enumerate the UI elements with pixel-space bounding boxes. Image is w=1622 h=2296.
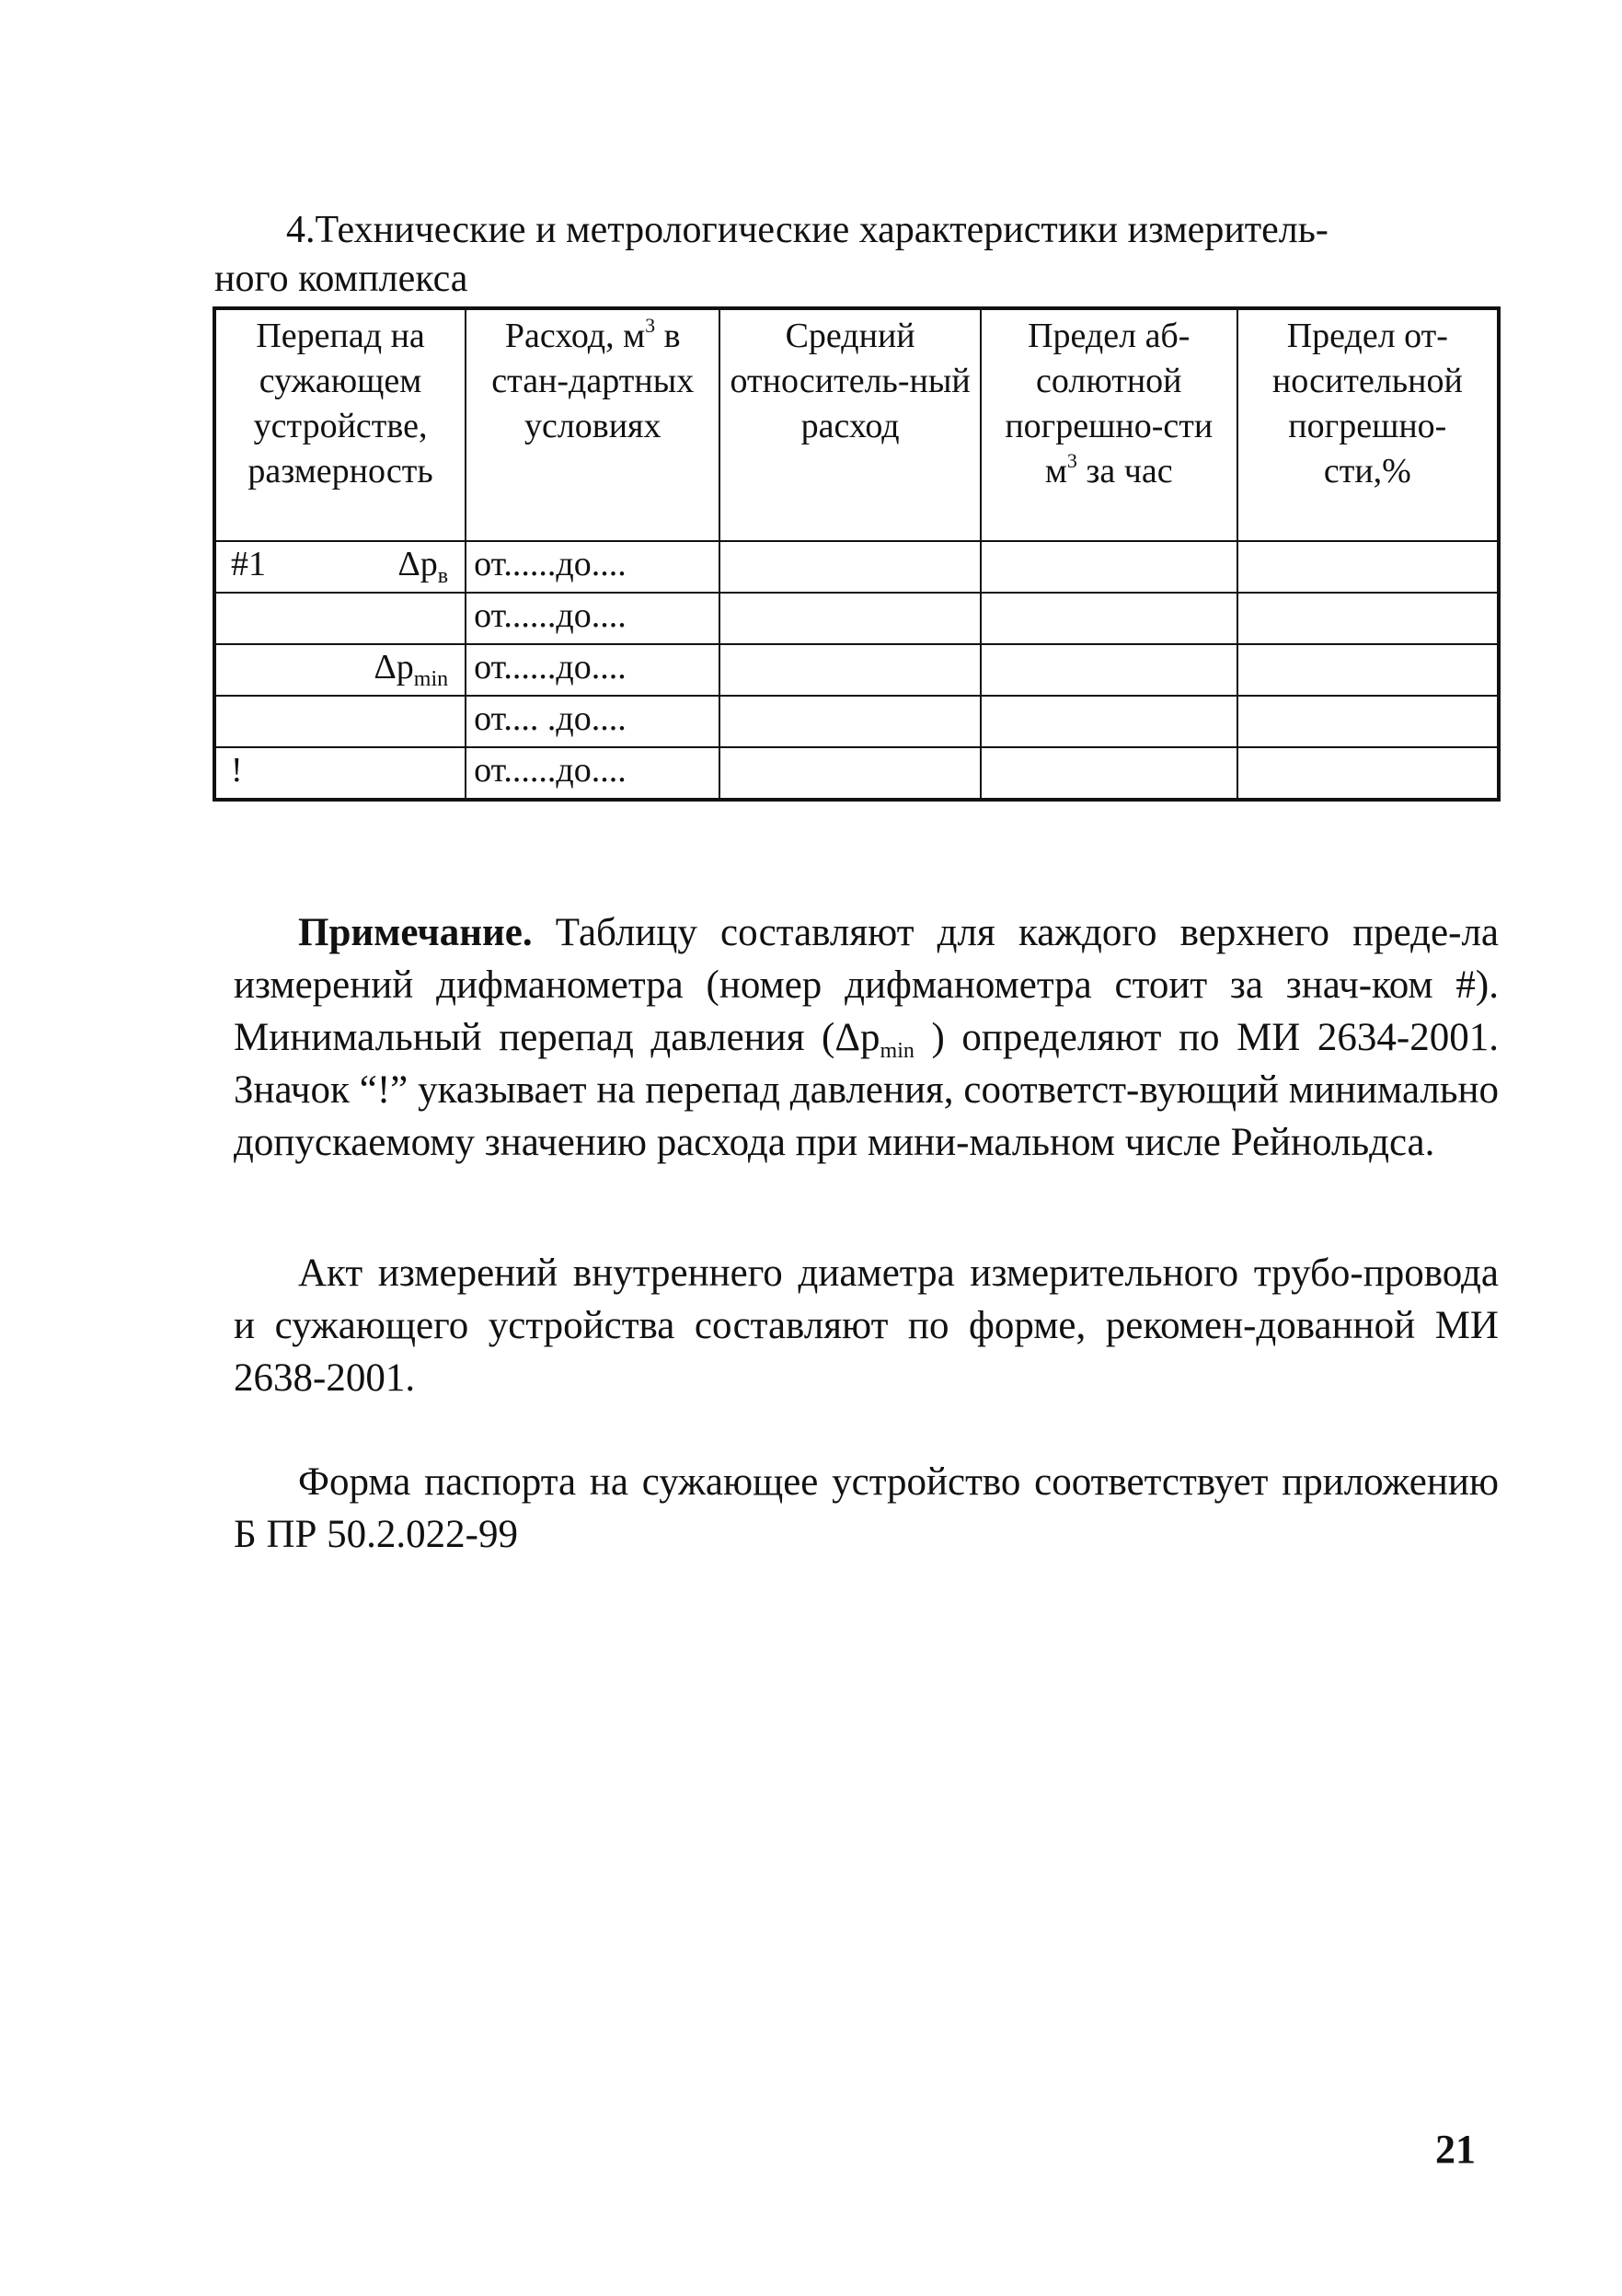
pressure-drop-cell <box>214 541 466 593</box>
section-heading <box>214 204 1498 256</box>
section-heading-line2: ного комплекса <box>214 258 468 300</box>
empty-cell <box>981 593 1237 644</box>
header-flow-rate <box>466 308 719 541</box>
row-marker: #1 <box>231 545 266 583</box>
note-paragraph <box>234 906 1499 1169</box>
empty-cell <box>1237 541 1499 593</box>
pressure-drop-cell <box>214 696 466 747</box>
flow-range-cell: от......до.... <box>466 644 719 696</box>
header-pressure-drop: Перепад на сужающем устройстве, размерность <box>214 308 466 541</box>
dp-subscript: min <box>413 667 449 691</box>
header-absolute-error-per-hour: за час <box>1086 452 1173 490</box>
section-heading-line1: 4.Технические и метрологические характеристики измеритель- <box>286 209 1329 251</box>
note-subscript: min <box>880 1039 915 1063</box>
characteristics-table <box>213 306 1501 802</box>
row-marker: ! <box>231 751 243 790</box>
table-header-row <box>214 308 1499 541</box>
empty-cell <box>719 644 981 696</box>
empty-cell <box>719 593 981 644</box>
header-flow-rate-sup: 3 <box>645 314 656 337</box>
empty-cell <box>719 541 981 593</box>
passport-paragraph: Форма паспорта на сужающее устройство соответствует приложению Б ПР 50.2.022-99 <box>234 1460 1499 1556</box>
table-row <box>214 747 1499 800</box>
header-absolute-error-sup: 3 <box>1066 449 1077 472</box>
pressure-drop-cell <box>214 644 466 696</box>
empty-cell <box>981 747 1237 800</box>
dp-symbol: Δp <box>374 648 414 686</box>
header-mean-relative-flow: Средний относитель-ный расход <box>719 308 981 541</box>
dp-label <box>397 542 448 587</box>
table-row <box>214 541 1499 593</box>
pressure-drop-cell <box>214 747 466 800</box>
note-text-part1: Таблицу составляют для каждого верхнего преде-ла измерений дифманометра (номер дифманометра стоит за знач-ком #). Минимальный перепад давления (Δp <box>234 911 1499 1059</box>
empty-cell <box>1237 696 1499 747</box>
empty-cell <box>981 541 1237 593</box>
table-row <box>214 696 1499 747</box>
flow-range-cell: от......до.... <box>466 593 719 644</box>
note-label: Примечание. <box>298 911 533 954</box>
dp-subscript: в <box>437 564 449 588</box>
dp-symbol: Δp <box>397 545 438 583</box>
header-absolute-error <box>981 308 1237 541</box>
empty-cell <box>981 696 1237 747</box>
dp-label <box>374 645 448 690</box>
header-relative-error: Предел от-носительной погрешно-сти,% <box>1237 308 1499 541</box>
table-row <box>214 593 1499 644</box>
empty-cell <box>981 644 1237 696</box>
flow-range-cell: от......до.... <box>466 541 719 593</box>
empty-cell <box>1237 747 1499 800</box>
page-number: 21 <box>1435 2127 1476 2172</box>
empty-cell <box>719 747 981 800</box>
header-absolute-error-text: Предел аб-солютной погрешно-сти <box>1005 317 1214 445</box>
act-paragraph: Акт измерений внутреннего диаметра измерительного трубо-провода и сужающего устройства составляют по форме, рекомен-дованной МИ 2638-2001. <box>234 1252 1499 1400</box>
header-flow-rate-unit: Расход, м <box>504 317 646 355</box>
empty-cell <box>1237 644 1499 696</box>
empty-cell <box>719 696 981 747</box>
flow-range-cell: от......до.... <box>466 747 719 800</box>
note-text-part2: ) определяют по МИ 2634-2001. Значок “!” указывает на перепад давления, соответст-вующий минимально допускаемому значению расхода при мини-мальном числе Рейнольдса. <box>234 1016 1499 1164</box>
header-flow-rate-rest: в стан-дартных условиях <box>491 317 695 445</box>
table-row <box>214 644 1499 696</box>
flow-range-cell: от.... .до.... <box>466 696 719 747</box>
empty-cell <box>1237 593 1499 644</box>
pressure-drop-cell <box>214 593 466 644</box>
header-absolute-error-unit: м <box>1044 452 1067 490</box>
